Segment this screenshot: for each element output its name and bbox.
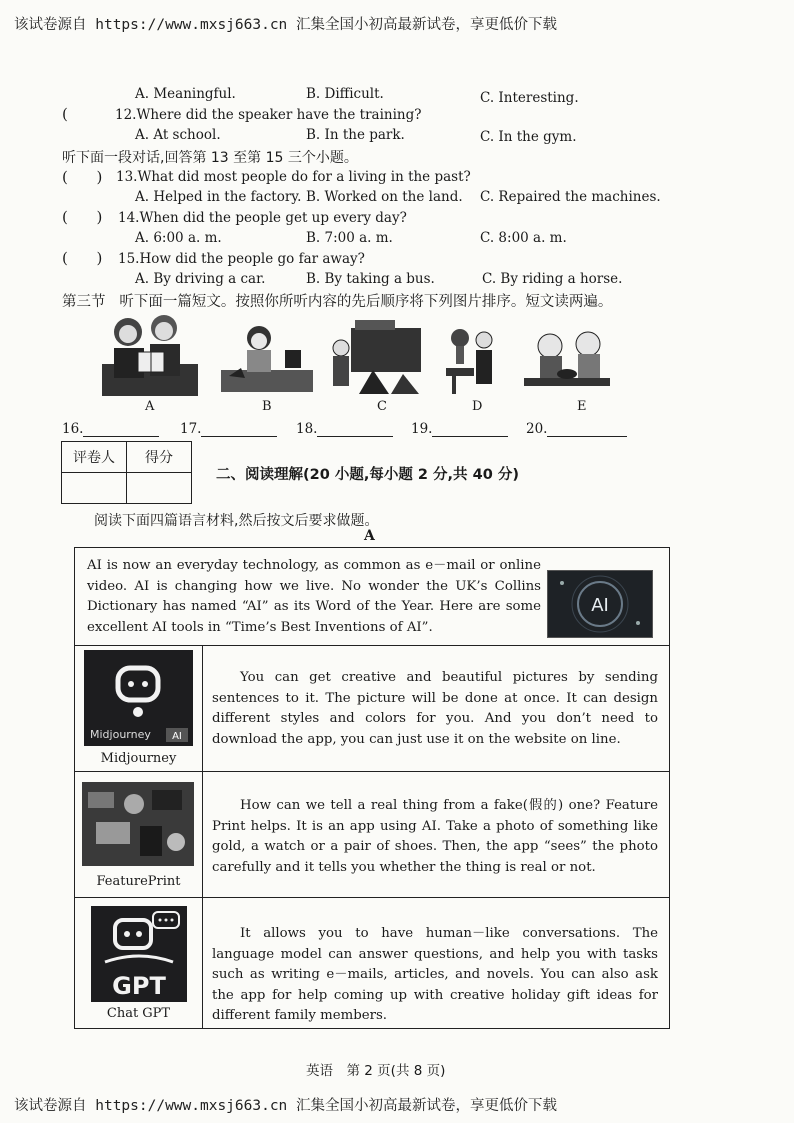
q15-option-c: C. By riding a horse. <box>482 271 623 287</box>
grader-header: 评卷人 <box>62 442 127 473</box>
midjourney-logo-text: Midjourney <box>90 728 151 741</box>
section3-instruction: 听下面一篇短文。按照你所听内容的先后顺序将下列图片排序。短文读两遍。 <box>119 294 613 310</box>
q14-option-c: C. 8:00 a. m. <box>480 230 567 246</box>
q14-paren: ( ) <box>62 208 103 226</box>
q13-text: What did most people do for a living in the past? <box>137 169 471 185</box>
q13-number: 13. <box>116 169 138 185</box>
answer-blank-19[interactable]: 19. <box>411 421 508 437</box>
passage-a-table <box>74 547 670 1029</box>
q12-text: Where did the speaker have the training? <box>136 107 422 123</box>
q11-option-c: C. Interesting. <box>480 90 579 106</box>
answer-blank-18[interactable]: 18. <box>296 421 393 437</box>
section3-title: 第三节 <box>62 294 106 310</box>
score-cell[interactable] <box>127 473 192 504</box>
ai-icon <box>547 570 653 638</box>
passage-intro: AI is now an everyday technology, as common as e－mail or online video. AI is changing how we live. No wonder the UK’s Collins Dictionary has named “AI” as its Word of the Year. Here are some excellent AI tools in “Time’s Best Inventions of AI”. <box>87 558 541 635</box>
featureprint-photo-icon <box>82 782 194 866</box>
q13-question <box>116 169 471 185</box>
q14-option-b: B. 7:00 a. m. <box>306 230 393 246</box>
picture-label-e: E <box>577 399 587 414</box>
q13-option-a: A. Helped in the factory. <box>135 189 302 205</box>
tool-row-featureprint <box>75 771 669 898</box>
q12-paren: ( <box>62 105 68 123</box>
picture-label-a: A <box>145 399 155 414</box>
score-header: 得分 <box>127 442 192 473</box>
midjourney-robot-icon <box>84 650 193 746</box>
q15-paren: ( ) <box>62 249 103 267</box>
q12-option-b: B. In the park. <box>306 127 405 143</box>
q15-option-a: A. By driving a car. <box>135 271 266 287</box>
chatgpt-description: It allows you to have human－like conversations. The language model can answer questions, and help you with tasks such as writing e－mails, articles, and novels. You can also ask the app for help coming up with creative holiday gift ideas for different family members. <box>212 926 658 1023</box>
midjourney-logo-badge: AI <box>172 731 182 742</box>
q15-option-b: B. By taking a bus. <box>306 271 435 287</box>
tool-image-cell <box>75 898 203 1029</box>
q12-option-c: C. In the gym. <box>480 129 577 145</box>
q14-question <box>118 210 407 226</box>
featureprint-description: How can we tell a real thing from a fake(假的) one? Feature Print helps. It is an app using AI. Take a photo of something like gold, a watch or a pair of shoes. Then, the app “sees” the photo carefully and it tells you whether the thing is real or not. <box>212 798 658 875</box>
picture-label-b: B <box>262 399 272 414</box>
picture-b-child-gardening <box>219 320 315 392</box>
q12-question <box>115 107 421 123</box>
q14-number: 14. <box>118 210 140 226</box>
picture-e-grandparents-cooking <box>520 322 614 396</box>
picture-label-c: C <box>377 399 387 414</box>
q13-paren: ( ) <box>62 168 103 186</box>
q14-text: When did the people get up every day? <box>139 210 407 226</box>
midjourney-caption: Midjourney <box>100 751 177 766</box>
q12-number: 12. <box>115 107 137 123</box>
page-footer: 英语 第 2 页(共 8 页) <box>306 1063 446 1079</box>
chatgpt-robot-icon <box>91 906 187 1002</box>
q15-text: How did the people go far away? <box>139 251 365 267</box>
featureprint-caption: FeaturePrint <box>96 874 181 889</box>
q11-option-b: B. Difficult. <box>306 86 384 102</box>
tool-row-midjourney <box>75 645 669 772</box>
grader-cell[interactable] <box>62 473 127 504</box>
score-table <box>61 441 192 504</box>
q12-option-a: A. At school. <box>135 127 221 143</box>
q15-number: 15. <box>118 251 140 267</box>
header-note: 该试卷源自 https://www.mxsj663.cn 汇集全国小初高最新试卷，享更低价下载 <box>14 17 558 33</box>
q13-option-b: B. Worked on the land. <box>306 189 463 205</box>
chatgpt-logo-text: GPT <box>112 972 166 1000</box>
tool-image-cell <box>75 772 203 898</box>
chatgpt-caption: Chat GPT <box>106 1006 171 1021</box>
picture-d-girl-with-flowers <box>446 326 506 396</box>
picture-label-d: D <box>472 399 483 414</box>
answer-blank-20[interactable]: 20. <box>526 421 627 437</box>
answer-blank-16[interactable]: 16. <box>62 421 159 437</box>
q13-option-c: C. Repaired the machines. <box>480 189 661 205</box>
dialogue-instruction: 听下面一段对话,回答第 13 至第 15 三个小题。 <box>62 150 358 166</box>
ai-icon-text: AI <box>591 595 609 616</box>
answer-blank-17[interactable]: 17. <box>180 421 277 437</box>
footer-note: 该试卷源自 https://www.mxsj663.cn 汇集全国小初高最新试卷，享更低价下载 <box>14 1098 558 1114</box>
q15-question <box>118 251 365 267</box>
tool-image-cell <box>75 646 203 772</box>
q14-option-a: A. 6:00 a. m. <box>135 230 222 246</box>
picture-c-children-and-machine <box>329 314 429 396</box>
part2-instruction: 阅读下面四篇语言材料,然后按文后要求做题。 <box>94 513 379 529</box>
passage-label: A <box>364 528 375 544</box>
midjourney-description: You can get creative and beautiful pictures by sending sentences to it. The picture will be done at once. It can design different styles and colors for you. And you don’t need to download the app, you can just use it on the website on line. <box>212 670 658 747</box>
tool-row-chatgpt <box>75 897 669 1029</box>
part2-title: 二、阅读理解(20 小题,每小题 2 分,共 40 分) <box>216 467 519 483</box>
picture-a-grandparents-reading <box>98 306 202 398</box>
q11-option-a: A. Meaningful. <box>135 86 236 102</box>
